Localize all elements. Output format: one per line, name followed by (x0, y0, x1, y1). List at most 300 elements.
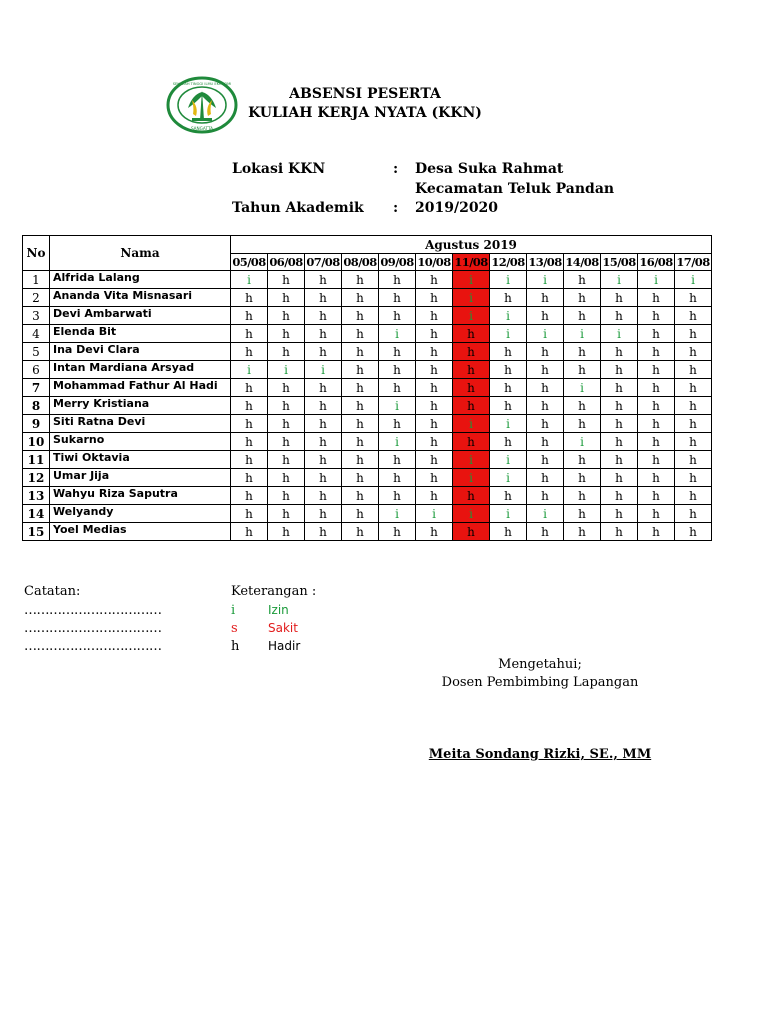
attendance-code: h (319, 452, 327, 467)
attendance-code: h (319, 434, 327, 449)
attendance-cell (564, 451, 601, 469)
attendance-cell (564, 397, 601, 415)
attendance-code: h (615, 362, 623, 377)
attendance-cell (231, 289, 268, 307)
attendance-code: h (356, 344, 364, 359)
attendance-code: h (504, 362, 512, 377)
table-row (23, 397, 712, 415)
date-header-cell: 06/08 (269, 255, 303, 269)
row-number: 14 (23, 505, 50, 523)
attendance-code: h (245, 434, 253, 449)
attendance-code: i (469, 290, 473, 305)
keterangan-label: Keterangan : (231, 584, 317, 599)
attendance-cell (231, 397, 268, 415)
attendance-code: h (652, 470, 660, 485)
attendance-code: h (282, 272, 290, 287)
attendance-cell (527, 361, 564, 379)
attendance-code: h (245, 326, 253, 341)
lokasi-colon: : (393, 161, 399, 177)
table-row (23, 523, 712, 541)
attendance-cell (675, 379, 712, 397)
date-header-cell: 14/08 (565, 255, 599, 269)
legend-label: Hadir (268, 639, 301, 653)
attendance-code: h (689, 308, 697, 323)
attendance-code: h (578, 308, 586, 323)
attendance-code: h (356, 326, 364, 341)
date-header-cell: 08/08 (343, 255, 377, 269)
attendance-cell (638, 325, 675, 343)
attendance-cell (342, 325, 379, 343)
table-row (23, 505, 712, 523)
attendance-cell (379, 343, 416, 361)
attendance-cell (379, 469, 416, 487)
date-header-cell: 11/08 (454, 255, 488, 269)
attendance-code: h (541, 344, 549, 359)
attendance-cell (268, 451, 305, 469)
attendance-cell (268, 397, 305, 415)
attendance-cell (453, 487, 490, 505)
attendance-code: h (541, 524, 549, 539)
participant-name: Umar Jija (50, 469, 231, 487)
signature-name: Meita Sondang Rizki, SE., MM (428, 747, 652, 762)
table-row (23, 379, 712, 397)
attendance-cell (379, 397, 416, 415)
tahun-label: Tahun Akademik (232, 200, 364, 216)
attendance-code: i (469, 470, 473, 485)
attendance-cell (268, 505, 305, 523)
attendance-code: h (504, 398, 512, 413)
attendance-cell (490, 325, 527, 343)
attendance-cell (379, 523, 416, 541)
attendance-code: i (580, 434, 584, 449)
attendance-cell (564, 505, 601, 523)
attendance-code: h (356, 506, 364, 521)
attendance-code: h (282, 308, 290, 323)
attendance-cell (342, 505, 379, 523)
attendance-code: h (578, 416, 586, 431)
attendance-cell (305, 415, 342, 433)
attendance-cell (638, 433, 675, 451)
attendance-code: h (430, 470, 438, 485)
attendance-code: h (393, 362, 401, 377)
table-row (23, 307, 712, 325)
lokasi-label: Lokasi KKN (232, 161, 326, 177)
attendance-code: h (504, 434, 512, 449)
attendance-code: h (393, 416, 401, 431)
attendance-cell (268, 523, 305, 541)
row-number: 2 (23, 289, 50, 307)
date-header-cell: 15/08 (602, 255, 636, 269)
participant-name: Yoel Medias (50, 523, 231, 541)
col-nama-header: Nama (50, 236, 231, 271)
attendance-cell (231, 505, 268, 523)
attendance-code: h (615, 416, 623, 431)
table-row (23, 325, 712, 343)
attendance-code: h (319, 488, 327, 503)
attendance-code: h (689, 344, 697, 359)
attendance-code: h (652, 362, 660, 377)
attendance-cell (527, 289, 564, 307)
attendance-code: h (504, 488, 512, 503)
participant-name: Ananda Vita Misnasari (50, 289, 231, 307)
attendance-cell (638, 505, 675, 523)
attendance-code: h (245, 506, 253, 521)
attendance-code: i (469, 308, 473, 323)
attendance-cell (231, 451, 268, 469)
attendance-cell (453, 397, 490, 415)
attendance-cell (490, 487, 527, 505)
date-header-cell: 05/08 (232, 255, 266, 269)
attendance-code: h (504, 380, 512, 395)
attendance-cell (527, 433, 564, 451)
attendance-table (22, 235, 712, 541)
attendance-cell (305, 397, 342, 415)
attendance-code: h (319, 416, 327, 431)
attendance-code: h (430, 272, 438, 287)
attendance-code: h (467, 434, 475, 449)
table-row (23, 343, 712, 361)
attendance-cell (268, 433, 305, 451)
row-number: 9 (23, 415, 50, 433)
attendance-code: h (282, 524, 290, 539)
attendance-cell (268, 469, 305, 487)
attendance-code: i (469, 416, 473, 431)
attendance-code: h (541, 434, 549, 449)
table-row (23, 361, 712, 379)
attendance-cell (601, 307, 638, 325)
attendance-code: i (432, 506, 436, 521)
attendance-cell (601, 487, 638, 505)
attendance-code: h (356, 452, 364, 467)
attendance-cell (601, 343, 638, 361)
attendance-code: h (652, 308, 660, 323)
attendance-code: h (689, 362, 697, 377)
attendance-cell (564, 289, 601, 307)
attendance-code: h (467, 344, 475, 359)
attendance-code: h (615, 290, 623, 305)
attendance-cell (305, 289, 342, 307)
attendance-code: i (543, 272, 547, 287)
participant-name: Intan Mardiana Arsyad (50, 361, 231, 379)
attendance-cell (342, 433, 379, 451)
attendance-cell (416, 325, 453, 343)
attendance-cell (379, 451, 416, 469)
attendance-code: h (430, 326, 438, 341)
attendance-cell (416, 451, 453, 469)
attendance-cell (342, 415, 379, 433)
attendance-cell (490, 379, 527, 397)
attendance-code: i (543, 326, 547, 341)
attendance-code: h (245, 308, 253, 323)
attendance-code: h (356, 488, 364, 503)
attendance-code: h (652, 434, 660, 449)
attendance-cell (527, 523, 564, 541)
attendance-cell (416, 523, 453, 541)
attendance-code: h (319, 344, 327, 359)
attendance-cell (231, 271, 268, 289)
table-row (23, 289, 712, 307)
attendance-code: h (282, 398, 290, 413)
attendance-cell (231, 469, 268, 487)
attendance-cell (564, 307, 601, 325)
attendance-code: h (541, 308, 549, 323)
attendance-code: h (504, 524, 512, 539)
attendance-cell (675, 397, 712, 415)
attendance-code: i (506, 272, 510, 287)
attendance-cell (601, 379, 638, 397)
attendance-code: h (282, 488, 290, 503)
attendance-cell (564, 379, 601, 397)
attendance-cell (490, 307, 527, 325)
row-number: 4 (23, 325, 50, 343)
attendance-cell (601, 433, 638, 451)
attendance-cell (490, 469, 527, 487)
attendance-cell (453, 361, 490, 379)
catatan-label: Catatan: (24, 584, 81, 599)
attendance-cell (638, 487, 675, 505)
attendance-cell (379, 361, 416, 379)
attendance-code: i (469, 452, 473, 467)
attendance-cell (416, 271, 453, 289)
attendance-cell (527, 469, 564, 487)
attendance-cell (638, 361, 675, 379)
tahun-colon: : (393, 200, 399, 216)
participant-name: Tiwi Oktavia (50, 451, 231, 469)
participant-name: Devi Ambarwati (50, 307, 231, 325)
attendance-code: h (282, 434, 290, 449)
table-row (23, 433, 712, 451)
date-header-cell: 09/08 (380, 255, 414, 269)
attendance-cell (527, 505, 564, 523)
attendance-code: h (615, 524, 623, 539)
attendance-code: h (578, 344, 586, 359)
attendance-code: h (356, 290, 364, 305)
attendance-code: h (689, 488, 697, 503)
lokasi-value-2: Kecamatan Teluk Pandan (415, 181, 615, 197)
attendance-cell (268, 325, 305, 343)
attendance-cell (638, 289, 675, 307)
attendance-cell (527, 451, 564, 469)
attendance-cell (638, 307, 675, 325)
date-header-cell: 17/08 (676, 255, 710, 269)
attendance-cell (675, 271, 712, 289)
row-number: 8 (23, 397, 50, 415)
attendance-cell (564, 361, 601, 379)
attendance-cell (305, 505, 342, 523)
attendance-code: h (430, 290, 438, 305)
attendance-code: h (467, 326, 475, 341)
attendance-code: h (393, 524, 401, 539)
attendance-code: h (652, 398, 660, 413)
attendance-code: h (652, 380, 660, 395)
attendance-cell (638, 523, 675, 541)
date-header-cell: 12/08 (491, 255, 525, 269)
attendance-cell (638, 397, 675, 415)
page-title-line2: KULIAH KERJA NYATA (KKN) (248, 105, 482, 121)
attendance-cell (305, 451, 342, 469)
attendance-cell (305, 379, 342, 397)
row-number: 1 (23, 271, 50, 289)
attendance-code: i (321, 362, 325, 377)
attendance-cell (601, 397, 638, 415)
attendance-cell (305, 325, 342, 343)
attendance-cell (268, 487, 305, 505)
participant-name: Elenda Bit (50, 325, 231, 343)
attendance-code: h (319, 470, 327, 485)
attendance-cell (638, 469, 675, 487)
attendance-code: h (356, 380, 364, 395)
attendance-code: h (689, 398, 697, 413)
attendance-code: h (615, 434, 623, 449)
attendance-code: h (282, 380, 290, 395)
attendance-code: h (282, 326, 290, 341)
attendance-cell (416, 415, 453, 433)
attendance-code: h (430, 362, 438, 377)
attendance-cell (305, 361, 342, 379)
page-title-line1: ABSENSI PESERTA (289, 86, 441, 102)
attendance-cell (342, 487, 379, 505)
row-number: 3 (23, 307, 50, 325)
attendance-code: h (615, 488, 623, 503)
attendance-cell (638, 379, 675, 397)
date-header-cell: 13/08 (528, 255, 562, 269)
attendance-cell (638, 451, 675, 469)
participant-name: Sukarno (50, 433, 231, 451)
attendance-code: h (393, 380, 401, 395)
attendance-cell (453, 451, 490, 469)
attendance-code: h (578, 488, 586, 503)
attendance-cell (527, 379, 564, 397)
attendance-cell (601, 451, 638, 469)
attendance-code: h (615, 308, 623, 323)
attendance-cell (675, 469, 712, 487)
attendance-cell (453, 343, 490, 361)
attendance-cell (675, 433, 712, 451)
attendance-cell (342, 271, 379, 289)
attendance-cell (231, 325, 268, 343)
attendance-cell (638, 415, 675, 433)
attendance-code: h (356, 524, 364, 539)
attendance-cell (305, 433, 342, 451)
attendance-code: i (506, 308, 510, 323)
attendance-cell (675, 451, 712, 469)
attendance-code: h (541, 416, 549, 431)
table-row (23, 451, 712, 469)
attendance-cell (527, 397, 564, 415)
row-number: 10 (23, 433, 50, 451)
attendance-cell (268, 361, 305, 379)
attendance-code: h (282, 452, 290, 467)
attendance-cell (601, 469, 638, 487)
attendance-code: i (543, 506, 547, 521)
attendance-code: h (652, 524, 660, 539)
attendance-code: h (430, 380, 438, 395)
attendance-cell (675, 505, 712, 523)
table-row (23, 271, 712, 289)
attendance-code: h (356, 470, 364, 485)
attendance-code: i (395, 506, 399, 521)
attendance-code: h (541, 362, 549, 377)
attendance-code: h (615, 380, 623, 395)
participant-name: Wahyu Riza Saputra (50, 487, 231, 505)
attendance-cell (675, 325, 712, 343)
attendance-cell (379, 271, 416, 289)
attendance-cell (453, 307, 490, 325)
attendance-cell (564, 271, 601, 289)
attendance-cell (453, 271, 490, 289)
attendance-code: h (356, 362, 364, 377)
attendance-code: h (356, 272, 364, 287)
attendance-cell (305, 343, 342, 361)
attendance-cell (416, 505, 453, 523)
attendance-code: h (652, 326, 660, 341)
attendance-cell (379, 487, 416, 505)
mengetahui-text: Mengetahui; (498, 657, 582, 672)
attendance-code: h (245, 488, 253, 503)
attendance-cell (231, 415, 268, 433)
attendance-code: h (245, 398, 253, 413)
attendance-cell (416, 289, 453, 307)
attendance-cell (490, 397, 527, 415)
attendance-code: h (652, 290, 660, 305)
attendance-code: h (578, 290, 586, 305)
attendance-code: h (541, 398, 549, 413)
attendance-code: h (319, 380, 327, 395)
attendance-cell (231, 307, 268, 325)
attendance-code: h (578, 452, 586, 467)
attendance-cell (231, 433, 268, 451)
attendance-cell (231, 523, 268, 541)
attendance-cell (601, 325, 638, 343)
attendance-code: h (245, 416, 253, 431)
attendance-cell (379, 505, 416, 523)
attendance-code: i (617, 326, 621, 341)
attendance-cell (342, 289, 379, 307)
attendance-cell (379, 415, 416, 433)
attendance-cell (564, 469, 601, 487)
attendance-code: i (691, 272, 695, 287)
attendance-code: h (282, 470, 290, 485)
attendance-code: h (541, 380, 549, 395)
attendance-code: h (430, 434, 438, 449)
attendance-code: h (689, 290, 697, 305)
attendance-cell (453, 379, 490, 397)
row-number: 15 (23, 523, 50, 541)
attendance-cell (231, 487, 268, 505)
attendance-code: h (615, 470, 623, 485)
attendance-cell (490, 523, 527, 541)
attendance-code: h (578, 470, 586, 485)
row-number: 7 (23, 379, 50, 397)
attendance-cell (305, 271, 342, 289)
attendance-cell (305, 523, 342, 541)
legend-code: h (231, 639, 240, 654)
logo-text-bottom: SANGATTA (190, 126, 214, 131)
attendance-cell (527, 487, 564, 505)
legend-code: i (231, 603, 236, 618)
attendance-cell (564, 343, 601, 361)
attendance-code: i (580, 326, 584, 341)
attendance-code: h (615, 344, 623, 359)
attendance-code: h (245, 380, 253, 395)
catatan-dots-1: …………………………… (24, 603, 162, 618)
attendance-code: h (689, 506, 697, 521)
attendance-code: h (652, 452, 660, 467)
attendance-cell (416, 379, 453, 397)
attendance-code: h (319, 524, 327, 539)
attendance-code: h (430, 344, 438, 359)
attendance-code: h (578, 524, 586, 539)
